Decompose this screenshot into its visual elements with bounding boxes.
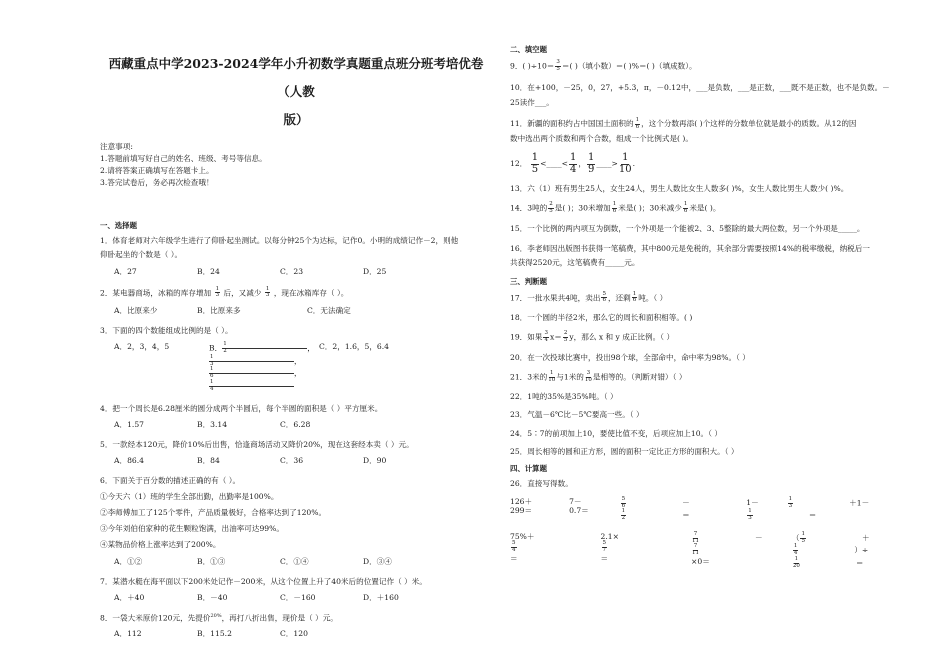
fraction: $\frac{3}{10}$ bbox=[584, 369, 592, 383]
question-2-options bbox=[114, 306, 492, 315]
option-c[interactable]: C．①④ bbox=[280, 556, 309, 566]
question-text: 2．某电器商场，冰箱的库存增加 bbox=[100, 287, 212, 297]
statement-item: ①今天六（1）班的学生全部出勤，出勤率是100%。 bbox=[100, 492, 279, 502]
option-b[interactable]: B．84 bbox=[197, 455, 220, 465]
fraction: $\frac{1}{6}$ bbox=[612, 201, 617, 214]
statement-item: ②李师傅加工了125个零件，产品质量极好，合格率达到了120%。 bbox=[100, 508, 327, 518]
question-text: 成正比例。（ ） bbox=[622, 332, 675, 342]
option-c[interactable]: C．－160 bbox=[280, 592, 316, 602]
question-8-options bbox=[114, 629, 492, 638]
section-heading-judge: 三、判断题 bbox=[510, 276, 547, 286]
option-d[interactable]: D．③④ bbox=[363, 556, 392, 566]
fraction: $\frac{5}{6}$ bbox=[602, 290, 606, 304]
question-24: 24．5∶7的前项加上10，要使比值不变，后项应加上10。（ ） bbox=[510, 428, 722, 438]
question-text: 仰卧起坐的个数是（ ）。 bbox=[100, 250, 183, 260]
option-b[interactable]: B．24 bbox=[197, 266, 220, 276]
option-b[interactable]: B．3.14 bbox=[197, 419, 228, 429]
fraction: $\frac{3}{4}$ bbox=[544, 330, 548, 343]
fraction: $\frac{3}{5}$ bbox=[556, 58, 560, 72]
page-title bbox=[100, 50, 492, 134]
question-text: 25读作___。 bbox=[510, 97, 554, 107]
question-25: 25．周长相等的圆和正方形，圆的面积一定比正方形的面积大。（ ） bbox=[510, 446, 739, 456]
question-text: 19．如果 bbox=[510, 332, 543, 342]
question-4-options bbox=[114, 420, 492, 429]
option-b[interactable]: B．115.2 bbox=[197, 629, 232, 639]
question-23: 23．气温－6℃比－5℃要高一些。（ ） bbox=[510, 410, 644, 420]
calc-row-2 bbox=[510, 532, 910, 570]
right-column bbox=[510, 40, 910, 579]
calc-item: （ $\frac{1}{5}$ ＋ $\frac{1}{4}$ ）÷ $\frac{1}{20}$ ＝ bbox=[791, 530, 870, 569]
question-5-options bbox=[114, 456, 492, 465]
question-text: 后，又减少 bbox=[223, 287, 262, 297]
question-20: 20．在一次投球比赛中，投出98个球，全部命中，命中率为98%。（ ） bbox=[510, 352, 750, 362]
question-text: 吨。（ ） bbox=[638, 292, 668, 302]
question-text: 9．( )÷10＝ bbox=[510, 61, 555, 71]
left-column bbox=[100, 40, 492, 650]
question-text: 8．一袋大米原价120元，先提价 bbox=[100, 613, 211, 623]
percent-mark: 20% bbox=[210, 612, 222, 619]
question-number: 12． bbox=[510, 159, 528, 169]
question-text: 21．3米的 bbox=[510, 372, 548, 382]
option-a[interactable]: A．112 bbox=[114, 629, 142, 639]
question-text: 和 bbox=[605, 332, 614, 342]
question-text: 11．新疆的面积约占中国国土面积的 bbox=[510, 119, 634, 129]
question-text: ，这个分数再添( )个这样的分数单位就是最小的质数。从12的因 bbox=[641, 119, 857, 129]
question-3: 3．下面的四个数能组成比例的是（ ）。 bbox=[100, 326, 233, 336]
section-heading-calc: 四、计算题 bbox=[510, 463, 547, 473]
option-a[interactable]: A．①② bbox=[114, 556, 143, 566]
question-3-options bbox=[114, 342, 492, 392]
fraction: $\frac{1}{3}$ bbox=[215, 285, 220, 299]
question-1-options bbox=[114, 267, 492, 276]
question-7: 7．某潜水艇在海平面以下200米处记作－200米，从这个位置上升了40米后的位置记作（ ）米。 bbox=[100, 576, 427, 586]
title-line-1: 西藏重点中学2023-2024学年小升初数学真题重点班分班考培优卷（人教 bbox=[108, 56, 484, 99]
option-b[interactable]: B．①③ bbox=[197, 556, 226, 566]
question-text: ，那么 bbox=[573, 332, 597, 342]
fraction: $\frac{1}{9}$ bbox=[587, 152, 595, 175]
question-26: 26．直接写得数。 bbox=[510, 478, 573, 488]
question-7-options bbox=[114, 593, 492, 602]
calc-item: 1－ $\frac{1}{3}$ ＋1－ $\frac{1}{3}$ ＝ bbox=[746, 495, 870, 522]
option-c[interactable]: C．2，1.6，5，6.4 bbox=[319, 342, 390, 352]
question-text: ，再打八折出售，现价是（ ）元。 bbox=[221, 613, 338, 623]
question-text: 是( )；30米增加 bbox=[554, 203, 611, 213]
fraction: $\frac{1}{3}$ bbox=[265, 285, 270, 299]
question-15: 15．一个比例的两内项互为倒数，一个外项是一个能被2、3、5整除的最大两位数，另一个外项是_____。 bbox=[510, 223, 865, 233]
statement-item: ④某物品价格上涨率达到了200%。 bbox=[100, 540, 221, 550]
calc-item: 75%＋ $\frac{5}{4}$ ＝ bbox=[510, 531, 535, 563]
fraction: $\frac{1}{6}$ bbox=[632, 290, 637, 304]
option-a[interactable]: A．86.4 bbox=[114, 455, 144, 465]
option-d[interactable]: D．25 bbox=[363, 266, 387, 276]
fraction: $\frac{2}{5}$ bbox=[563, 330, 568, 343]
option-a[interactable]: A．＋40 bbox=[114, 592, 145, 602]
fraction: $\frac{2}{5}$ bbox=[549, 201, 553, 214]
question-text: ，现在冰箱库存（ ）。 bbox=[273, 287, 349, 297]
section-heading-fill: 二、填空题 bbox=[510, 45, 547, 54]
option-a[interactable]: A．2，3，4，5 bbox=[114, 342, 170, 352]
question-12: 12． $\frac{1}{5}$ <____< $\frac{1}{4}$ ， $\frac{1}{9}$ ____> $\frac{1}{10}$ . bbox=[510, 152, 636, 175]
question-text: 1．体育老师对六年级学生进行了仰卧起坐测试。以每分钟25个为达标，记作0。小明的成绩记作－2，则他 bbox=[100, 236, 459, 246]
question-text: 米是( )；30米减少 bbox=[618, 203, 682, 213]
calc-row-1 bbox=[510, 497, 910, 522]
question-19: 19．如果 $\frac{3}{4}$ x＝ $\frac{2}{5}$ y，那么 x 和 y 成正比例。（ ） bbox=[510, 330, 675, 343]
question-text: ＝( )（填小数）＝( )%＝( )（填成数）。 bbox=[561, 61, 697, 71]
option-d[interactable]: D．＋160 bbox=[363, 592, 399, 602]
question-11 bbox=[510, 117, 910, 146]
question-10 bbox=[510, 81, 910, 110]
question-17 bbox=[510, 292, 910, 305]
option-c[interactable]: C．23 bbox=[280, 266, 304, 276]
fraction: $\frac{1}{10}$ bbox=[618, 152, 632, 175]
fraction: $\frac{1}{6}$ bbox=[683, 201, 688, 214]
question-1 bbox=[100, 236, 492, 259]
option-c[interactable]: C．6.28 bbox=[280, 419, 311, 429]
option-d[interactable]: D．90 bbox=[363, 455, 387, 465]
option-a[interactable]: A．27 bbox=[114, 266, 137, 276]
question-2 bbox=[100, 287, 492, 300]
calc-item: $\frac{7}{11}$ － $\frac{7}{11}$ ×0＝ bbox=[691, 530, 763, 566]
option-a[interactable]: A．比原来少 bbox=[114, 306, 158, 316]
question-9 bbox=[510, 60, 910, 73]
calc-item: 2.1× $\frac{5}{7}$ ＝ bbox=[600, 531, 619, 563]
question-text: 共获得2520元，这笔稿费有_____元。 bbox=[510, 258, 640, 268]
option-b[interactable]: B．－40 bbox=[197, 592, 228, 602]
notice-block bbox=[100, 142, 492, 187]
fraction: $\frac{1}{6}$ bbox=[635, 116, 640, 130]
question-4: 4．把一个周长是6.28厘米的圆分成两个半圆后，每个半圆的面积是（ ）平方厘米。 bbox=[100, 403, 383, 413]
section-heading-choice: 一、选择题 bbox=[100, 221, 137, 231]
question-text: 米是( )。 bbox=[689, 203, 721, 213]
question-text: 14．3吨的 bbox=[510, 203, 548, 213]
question-16 bbox=[510, 242, 910, 271]
question-text: 10．在+100，－25，0，27，+5.3，π，－0.12中，___是负数，___是正数，___既不是正数，也不是负数。－ bbox=[510, 83, 890, 93]
title-line-2: 版） bbox=[283, 112, 309, 127]
notice-item: 1.答题前填写好自己的姓名、班级、考号等信息。 bbox=[100, 154, 267, 164]
calc-item: 126＋299＝ bbox=[510, 496, 533, 515]
calc-item: $\frac{5}{6}$ － $\frac{1}{2}$ ＝ bbox=[621, 495, 690, 522]
option-c[interactable]: C．36 bbox=[280, 455, 304, 465]
notice-item: 2.请将答案正确填写在答题卡上。 bbox=[100, 166, 214, 176]
question-13: 13．六（1）班有男生25人，女生24人，男生人数比女生人数多( )%，女生人数比男生人数少( )%。 bbox=[510, 184, 849, 194]
statement-item: ③今年刘伯伯家种的花生颗粒饱满，出油率可达99%。 bbox=[100, 524, 284, 534]
question-18: 18．一个圆的半径2米，那么它的周长和面积相等。( ) bbox=[510, 313, 693, 323]
question-text: 16．李老师因出版图书获得一笔稿费，其中800元是免税的，其余部分需要按照14%的税率缴税，纳税后一 bbox=[510, 243, 870, 253]
question-text: 是相等的。（判断对错）（ ） bbox=[592, 372, 687, 382]
option-c[interactable]: C．无法确定 bbox=[307, 306, 351, 316]
question-14 bbox=[510, 202, 910, 215]
question-text: 数中选出两个质数和两个合数，组成一个比例式是( )。 bbox=[510, 133, 693, 143]
option-c[interactable]: C．120 bbox=[280, 629, 308, 639]
question-text: ，还剩 bbox=[607, 292, 631, 302]
fraction: $\frac{1}{4}$ bbox=[569, 152, 577, 175]
option-b[interactable]: B．比原来多 bbox=[197, 306, 241, 316]
fraction: $\frac{1}{5}$ bbox=[531, 152, 539, 175]
question-21 bbox=[510, 371, 910, 384]
fraction: $\frac{1}{10}$ bbox=[548, 369, 556, 383]
question-8 bbox=[100, 613, 492, 623]
question-text: 17．一批水果共4吨，卖出 bbox=[510, 292, 601, 302]
option-a[interactable]: A．1.57 bbox=[114, 419, 144, 429]
question-6-options bbox=[114, 557, 492, 566]
notice-item: 3.答完试卷后，务必再次检查哦！ bbox=[100, 178, 214, 188]
calc-item: 7－0.7＝ bbox=[569, 496, 589, 515]
question-22: 22．1吨的35%是35%吨。（ ） bbox=[510, 392, 618, 402]
question-5: 5．一款经本120元，降价10%后出售，恰逢商场活动又降价20%，现在这套经本卖（ ）元。 bbox=[100, 439, 414, 449]
question-text: 与1米的 bbox=[556, 372, 584, 382]
question-6: 6．下面关于百分数的描述正确的有（ ）。 bbox=[100, 475, 241, 485]
notice-heading: 注意事项: bbox=[100, 142, 133, 151]
option-b[interactable]: B． $\frac{1}{2}$ ， $\frac{1}{3}$ ， $\frac{1}{6}$ ， $\frac{1}{4}$ bbox=[209, 341, 315, 392]
